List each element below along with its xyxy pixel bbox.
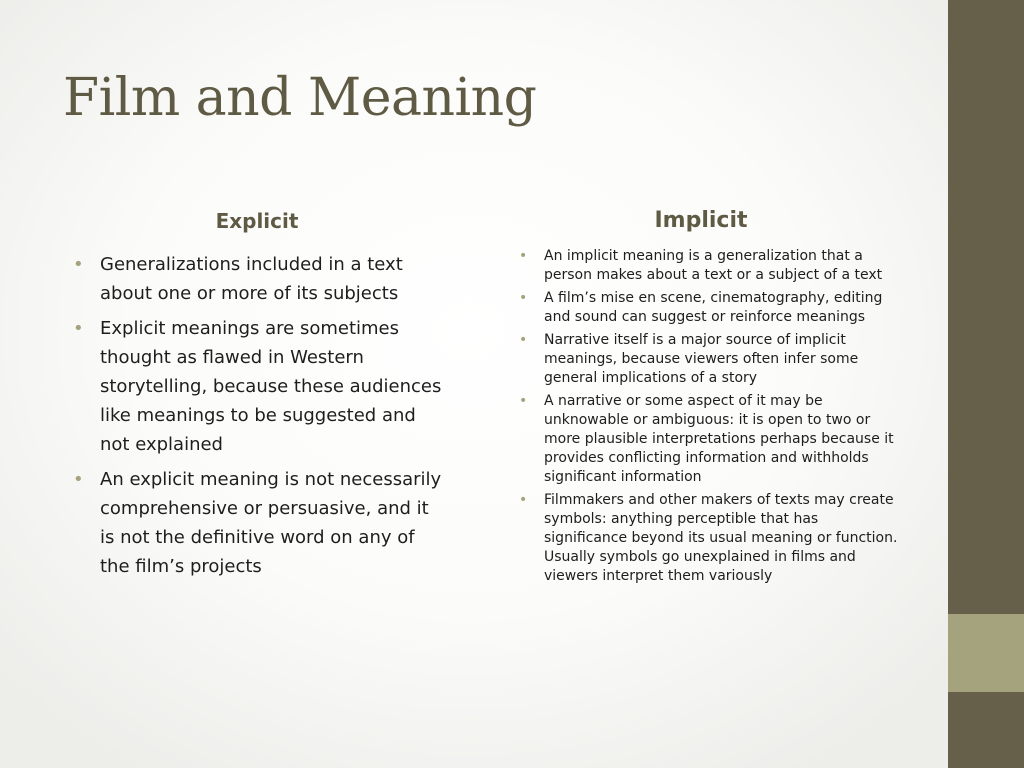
implicit-heading: Implicit: [654, 208, 748, 233]
explicit-list: [70, 250, 442, 587]
sidebar-accent-block: [948, 614, 1024, 692]
explicit-item: • An explicit meaning is not necessarily comprehensive or persuasive, and it is not the definitive word on any of the film’s projects: [70, 465, 442, 581]
implicit-item: • Narrative itself is a major source of implicit meanings, because viewers often infer some general implications of a story: [516, 331, 900, 388]
implicit-item: • A film’s mise en scene, cinematography, editing and sound can suggest or reinforce meanings: [516, 289, 900, 327]
implicit-item: • A narrative or some aspect of it may be unknowable or ambiguous: it is open to two or more plausible interpretations perhaps because it provides conflicting information and withholds significant information: [516, 392, 900, 487]
explicit-heading: Explicit: [215, 209, 299, 233]
implicit-list: [516, 247, 900, 590]
implicit-item: • Filmmakers and other makers of texts may create symbols: anything perceptible that has significance beyond its usual meaning or function. Usually symbols go unexplained in films and viewers interpret them variously: [516, 491, 900, 586]
explicit-item: • Generalizations included in a text about one or more of its subjects: [70, 250, 442, 308]
slide-title: Film and Meaning: [63, 68, 537, 128]
explicit-item: • Explicit meanings are sometimes thought as flawed in Western storytelling, because these audiences like meanings to be suggested and not explained: [70, 314, 442, 459]
implicit-item: • An implicit meaning is a generalization that a person makes about a text or a subject of a text: [516, 247, 900, 285]
